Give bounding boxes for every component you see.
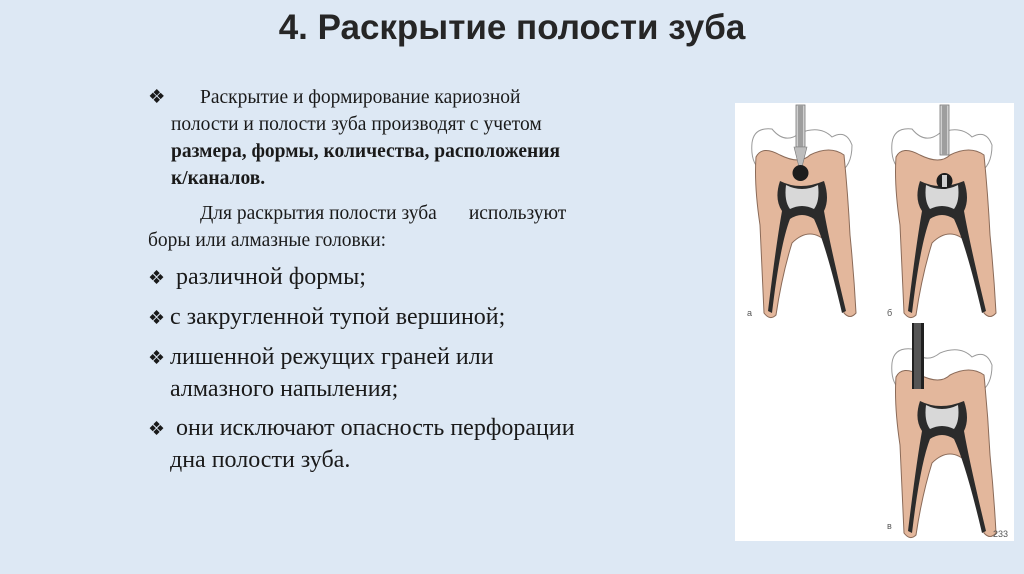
intro-paragraph	[148, 84, 718, 192]
list-item	[148, 262, 718, 294]
list-item-text-cont: дна полости зуба.	[170, 447, 351, 473]
intro-bold-1: размера, формы, количества, расположения	[171, 141, 561, 162]
diamond-bullet-icon: ❖	[148, 87, 166, 108]
list-item-text: они исключают опасность перфорации	[170, 415, 575, 441]
intro-line-2: полости и полости зуба производят с учетом	[171, 114, 542, 135]
list-item-text: лишенной режущих граней или	[170, 344, 494, 370]
list-item-text: с закругленной тупой вершиной;	[170, 304, 506, 330]
tooth-c	[892, 323, 996, 538]
tooth-b	[892, 105, 996, 318]
list-item	[148, 342, 718, 405]
diamond-bullet-icon: ❖	[148, 268, 166, 289]
tools-line-2: боры или алмазные головки:	[148, 230, 387, 251]
figure-label-b: б	[887, 308, 893, 318]
tools-line-1a: Для раскрытия полости зуба	[200, 203, 437, 224]
text-body	[148, 84, 718, 476]
diamond-bullet-icon: ❖	[148, 419, 166, 440]
list-item	[148, 302, 718, 334]
slide-title: 4. Раскрытие полости зуба	[278, 8, 746, 47]
list-item-text-cont: алмазного напыления;	[170, 376, 399, 402]
diamond-bullet-icon: ❖	[148, 348, 166, 369]
tools-line-1b: используют	[468, 203, 567, 224]
intro-line-1: Раскрытие и формирование кариозной	[200, 87, 521, 108]
diamond-bullet-icon: ❖	[148, 308, 166, 329]
tooth-illustration	[735, 103, 1014, 541]
intro-bold-2: к/каналов.	[171, 168, 266, 189]
list-item-text: различной формы;	[170, 264, 366, 290]
figure-label-c: в	[887, 521, 892, 531]
figure-label-a: а	[747, 308, 753, 318]
tooth-a	[752, 105, 856, 318]
tools-paragraph	[148, 200, 718, 254]
list-item	[148, 413, 718, 476]
page-number: 233	[992, 529, 1008, 539]
